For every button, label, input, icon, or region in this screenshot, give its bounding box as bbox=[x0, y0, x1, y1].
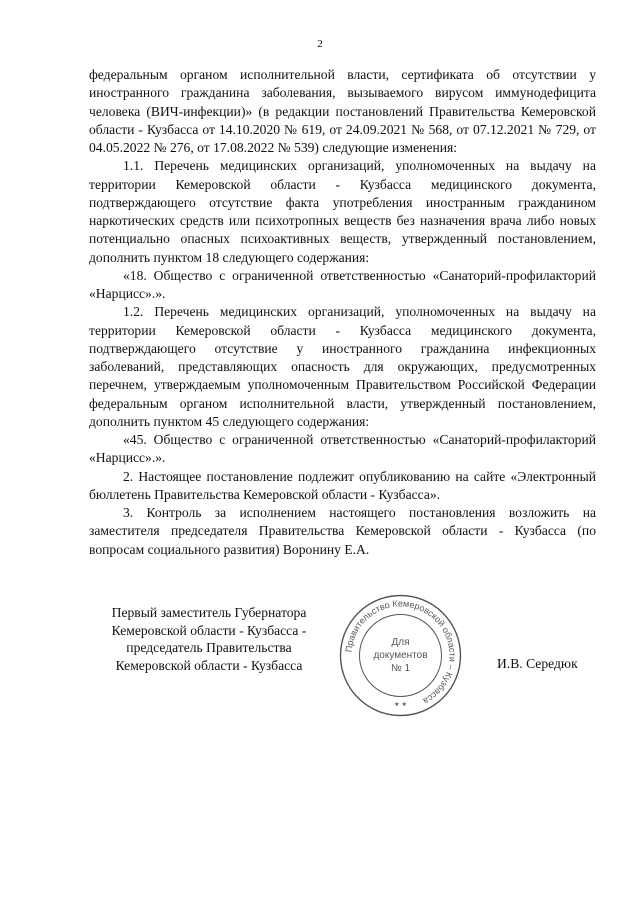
stamp-center-line: № 1 bbox=[390, 663, 411, 674]
signatory-title-line: председатель Правительства bbox=[126, 640, 292, 655]
signatory-title-line: Кемеровской области - Кузбасса bbox=[115, 657, 303, 673]
signatory-title-line: Первый заместитель Губернатора bbox=[111, 605, 307, 620]
paragraph-1-1: 1.1. Перечень медицинских организаций, уполномоченных на выдачу на территории Кемеровской области - Кузбасса медицинского документа, подтверждающего отсутствие факта употребления иностранным гражданином наркотических средств или психотропных веществ без назначения врача либо новых потенциально опасных психоактивных веществ, утвержденный постановлением, дополнить пунктом 18 следующего содержания: bbox=[89, 158, 596, 265]
stamp-stars: ★ ★ bbox=[394, 701, 407, 708]
stamp-center-line: документов bbox=[373, 650, 428, 661]
signatory-title-block bbox=[89, 604, 329, 674]
document-body bbox=[89, 66, 596, 559]
stamp-center-line: Для bbox=[391, 637, 410, 648]
paragraph-item-45: «45. Общество с ограниченной ответственностью «Санаторий-профилакторий «Нарцисс».». bbox=[89, 432, 596, 466]
paragraph-2-publication: 2. Настоящее постановление подлежит опубликованию на сайте «Электронный бюллетень Правительства Кемеровской области - Кузбасса». bbox=[89, 468, 596, 502]
signatory-title-line: Кемеровской области - Кузбасса - bbox=[111, 622, 307, 638]
paragraph-intro: федеральным органом исполнительной власти, сертификата об отсутствии у иностранного гражданина заболевания, вызываемого вирусом иммунодефицита человека (ВИЧ-инфекции)» (в редакции постановлений Правительства Кемеровской области - Кузбасса от 14.10.2020 № 619, от 24.09.2021 № 568, от 07.12.2021 № 729, от 04.05.2022 № 276, от 17.08.2022 № 539) следующие изменения: bbox=[89, 67, 596, 155]
paragraph-item-18: «18. Общество с ограниченной ответственностью «Санаторий-профилакторий «Нарцисс».». bbox=[89, 267, 596, 301]
page-number: 2 bbox=[317, 38, 323, 50]
paragraph-1-2: 1.2. Перечень медицинских организаций, уполномоченных на выдачу на территории Кемеровской области - Кузбасса медицинского документа, подтверждающего отсутствие у иностранного гражданина инфекционных заболеваний, представляющих опасность для окружающих, предусмотренных перечнем, утверждаемым уполномоченным Правительством Российской Федерации федеральным органом исполнительной власти, утвержденный постановлением, дополнить пунктом 45 следующего содержания: bbox=[89, 304, 596, 429]
paragraph-3-control: 3. Контроль за исполнением настоящего постановления возложить на заместителя председателя Правительства Кемеровской области - Кузбасса (по вопросам социального развития) Воронину Е.А. bbox=[89, 505, 596, 557]
official-stamp bbox=[338, 593, 463, 718]
stamp-seal bbox=[338, 593, 463, 718]
signatory-name: И.В. Середюк bbox=[497, 656, 578, 671]
stamp-ring-text: Правительство Кемеровской области – Кузбасса bbox=[343, 598, 458, 707]
